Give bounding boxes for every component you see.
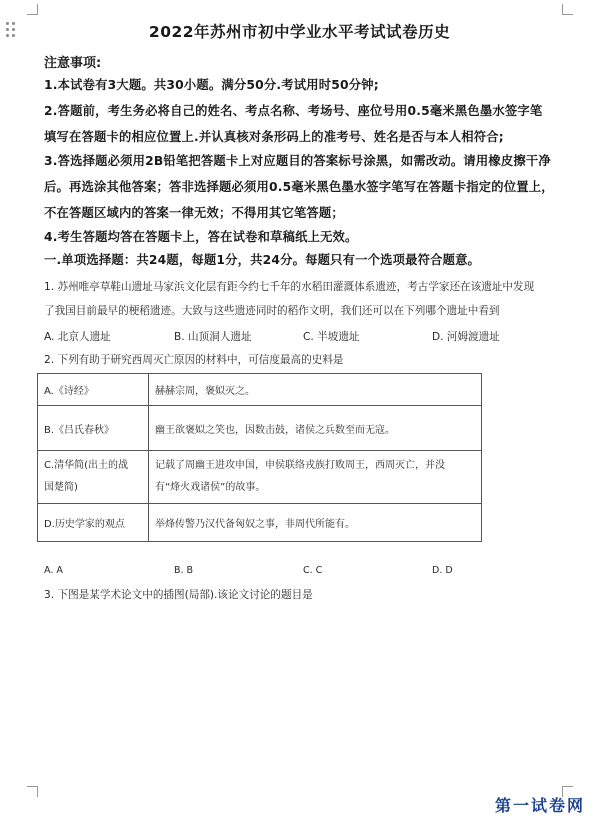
q2-option-b: B. B (174, 565, 194, 576)
table-cell-source: A.《诗经》 (38, 374, 149, 406)
notice-item: 2.答题前，考生务必将自己的姓名、考点名称、考场号、座位号用0.5毫米黑色墨水签字笔 (44, 104, 543, 118)
notice-item: 1.本试卷有3大题。共30小题。满分50分.考试用时50分钟; (44, 78, 379, 92)
section-heading: 一.单项选择题：共24题，每题1分，共24分。每题只有一个选项最符合题意。 (44, 253, 481, 267)
table-row (38, 374, 482, 406)
table-cell-content: 举烽传警乃汉代备匈奴之事，非周代所能有。 (149, 504, 482, 542)
question-2-stem: 2. 下列有助于研究西周灭亡原因的材料中，可信度最高的史料是 (44, 354, 344, 366)
table-cell-line: 国楚简) (44, 482, 78, 493)
table-cell-source: B.《吕氏春秋》 (38, 406, 149, 451)
question-1-stem: 了我国目前最早的梗稻遗迹。大致与这些遗迹同时的稻作文明，我们还可以在下列哪个遗址中看到 (44, 305, 500, 317)
page-corner-mark (27, 4, 38, 15)
page-corner-mark (562, 4, 573, 15)
site-watermark: 第一试卷网 (494, 796, 585, 815)
question-1-stem: 1. 苏州唯亭草鞋山遗址马家浜文化层有距今约七千年的水稻田灌溉体系遗迹，考古学家还在该遗址中发现 (44, 281, 535, 293)
table-cell-content: 幽王欲褒姒之笑也，因数击鼓，诸侯之兵数至而无寇。 (149, 406, 482, 451)
q2-option-a: A. A (44, 565, 63, 576)
table-row (38, 504, 482, 542)
table-cell-line: 记载了周幽王进攻申国，申侯联络戎族打败周王，西周灭亡，并没 (155, 460, 445, 471)
q1-option-c: C. 半坡遗址 (303, 331, 360, 343)
notice-item: 填写在答题卡的相应位置上.并认真核对条形码上的准考号、姓名是否与本人相符合; (44, 130, 504, 144)
q2-option-d: D. D (432, 565, 453, 576)
table-cell-line: 有“烽火戏诸侯”的故事。 (155, 482, 266, 493)
notice-heading: 注意事项: (44, 56, 102, 71)
table-cell-source (38, 451, 149, 504)
q1-option-d: D. 河姆渡遗址 (432, 331, 500, 343)
table-cell-content (149, 451, 482, 504)
q1-option-b: B. 山顶洞人遗址 (174, 331, 252, 343)
page-corner-mark (27, 786, 38, 797)
notice-item: 3.答选择题必须用2B铅笔把答题卡上对应题目的答案标号涂黑，如需改动。请用橡皮擦干净 (44, 154, 551, 168)
table-cell-source: D.历史学家的观点 (38, 504, 149, 542)
table-row (38, 406, 482, 451)
table-row (38, 451, 482, 504)
q2-option-c: C. C (303, 565, 323, 576)
q1-option-a: A. 北京人遗址 (44, 331, 111, 343)
notice-item: 后。再选涂其他答案；答非选择题必须用0.5毫米黑色墨水签字笔写在答题卡指定的位置上， (44, 180, 554, 194)
notice-item: 不在答题区域内的答案一律无效；不得用其它笔答题； (44, 206, 344, 220)
page-title: 2022年苏州市初中学业水平考试试卷历史 (148, 23, 451, 41)
source-table (37, 373, 482, 542)
question-3-stem: 3. 下图是某学术论文中的插图(局部).该论文讨论的题目是 (44, 589, 313, 601)
notice-item: 4.考生答题均答在答题卡上，答在试卷和草稿纸上无效。 (44, 230, 358, 244)
table-cell-content: 赫赫宗周，褒姒灭之。 (149, 374, 482, 406)
table-cell-line: C.清华简(出土的战 (44, 460, 129, 471)
